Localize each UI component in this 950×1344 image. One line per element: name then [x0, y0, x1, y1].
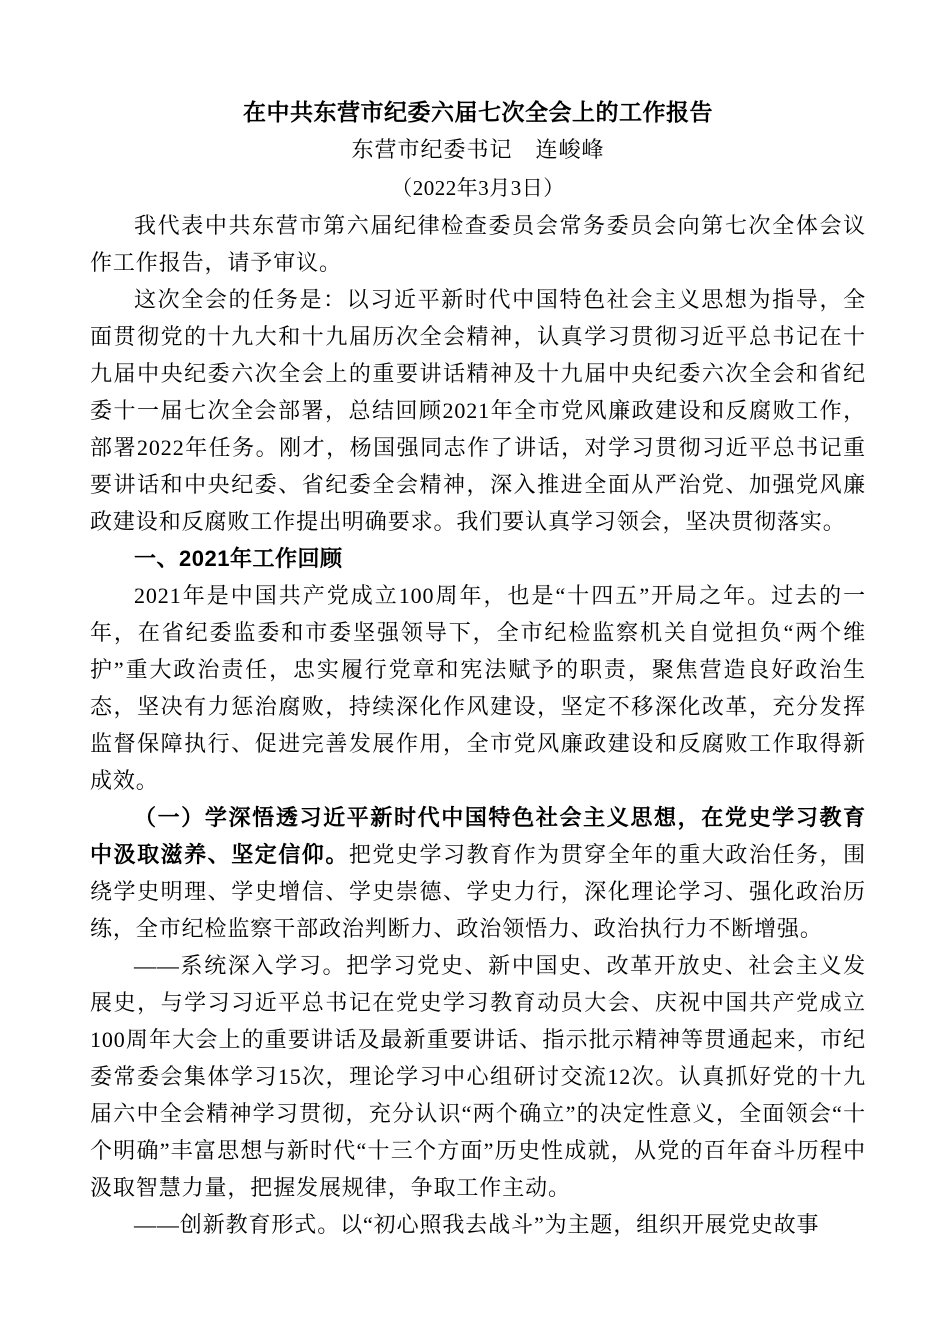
paragraph-subsection-1	[90, 799, 866, 947]
paragraph-2021-overview: 2021年是中国共产党成立100周年，也是“十四五”开局之年。过去的一年，在省纪委监委和市委坚强领导下，全市纪检监察机关自觉担负“两个维护”重大政治责任，忠实履行党章和宪法赋予的职责，聚焦营造良好政治生态，坚决有力惩治腐败，持续深化作风建设，坚定不移深化改革，充分发挥监督保障执行、促进完善发展作用，全市党风廉政建设和反腐败工作取得新成效。	[90, 583, 866, 793]
document-title: 在中共东营市纪委六届七次全会上的工作报告	[243, 99, 713, 125]
subsection-1-body: 把党史学习教育作为贯穿全年的重大政治任务，围绕学史明理、学史增信、学史崇德、学史力行，深化理论学习、强化政治历练，全市纪检监察干部政治判断力、政治领悟力、政治执行力不断增强。	[90, 842, 866, 941]
date-line: （2022年3月3日）	[391, 176, 565, 200]
subsection-1-lead: （一）学深悟透习近平新时代中国特色社会主义思想，在党史学习教育中汲取滋养、坚定信仰。	[90, 805, 866, 867]
paragraph-innovative-education: ——创新教育形式。以“初心照我去战斗”为主题，组织开展党史故事	[134, 1212, 820, 1237]
section-heading-2021-review: 一、2021年工作回顾	[134, 546, 343, 571]
paragraph-task: 这次全会的任务是：以习近平新时代中国特色社会主义思想为指导，全面贯彻党的十九大和十九届历次全会精神，认真学习贯彻习近平总书记在十九届中央纪委六次全会上的重要讲话精神及十九届中央纪委六次全会和省纪委十一届七次全会部署，总结回顾2021年全市党风廉政建设和反腐败工作，部署2022年任务。刚才，杨国强同志作了讲话，对学习贯彻习近平总书记重要讲话和中央纪委、省纪委全会精神，深入推进全面从严治党、加强党风廉政建设和反腐败工作提出明确要求。我们要认真学习领会，坚决贯彻落实。	[90, 287, 866, 534]
paragraph-intro: 我代表中共东营市第六届纪律检查委员会常务委员会向第七次全体会议作工作报告，请予审议。	[90, 213, 866, 275]
document-body	[90, 207, 866, 1243]
paragraph-systematic-study: ——系统深入学习。把学习党史、新中国史、改革开放史、社会主义发展史，与学习习近平总书记在党史学习教育动员大会、庆祝中国共产党成立100周年大会上的重要讲话及最新重要讲话、指示批示精神等贯通起来，市纪委常委会集体学习15次，理论学习中心组研讨交流12次。认真抓好党的十九届六中全会精神学习贯彻，充分认识“两个确立”的决定性意义，全面领会“十个明确”丰富思想与新时代“十三个方面”历史性成就，从党的百年奋斗历程中汲取智慧力量，把握发展规律，争取工作主动。	[90, 953, 866, 1200]
author-line: 东营市纪委书记 连峻峰	[351, 137, 605, 162]
